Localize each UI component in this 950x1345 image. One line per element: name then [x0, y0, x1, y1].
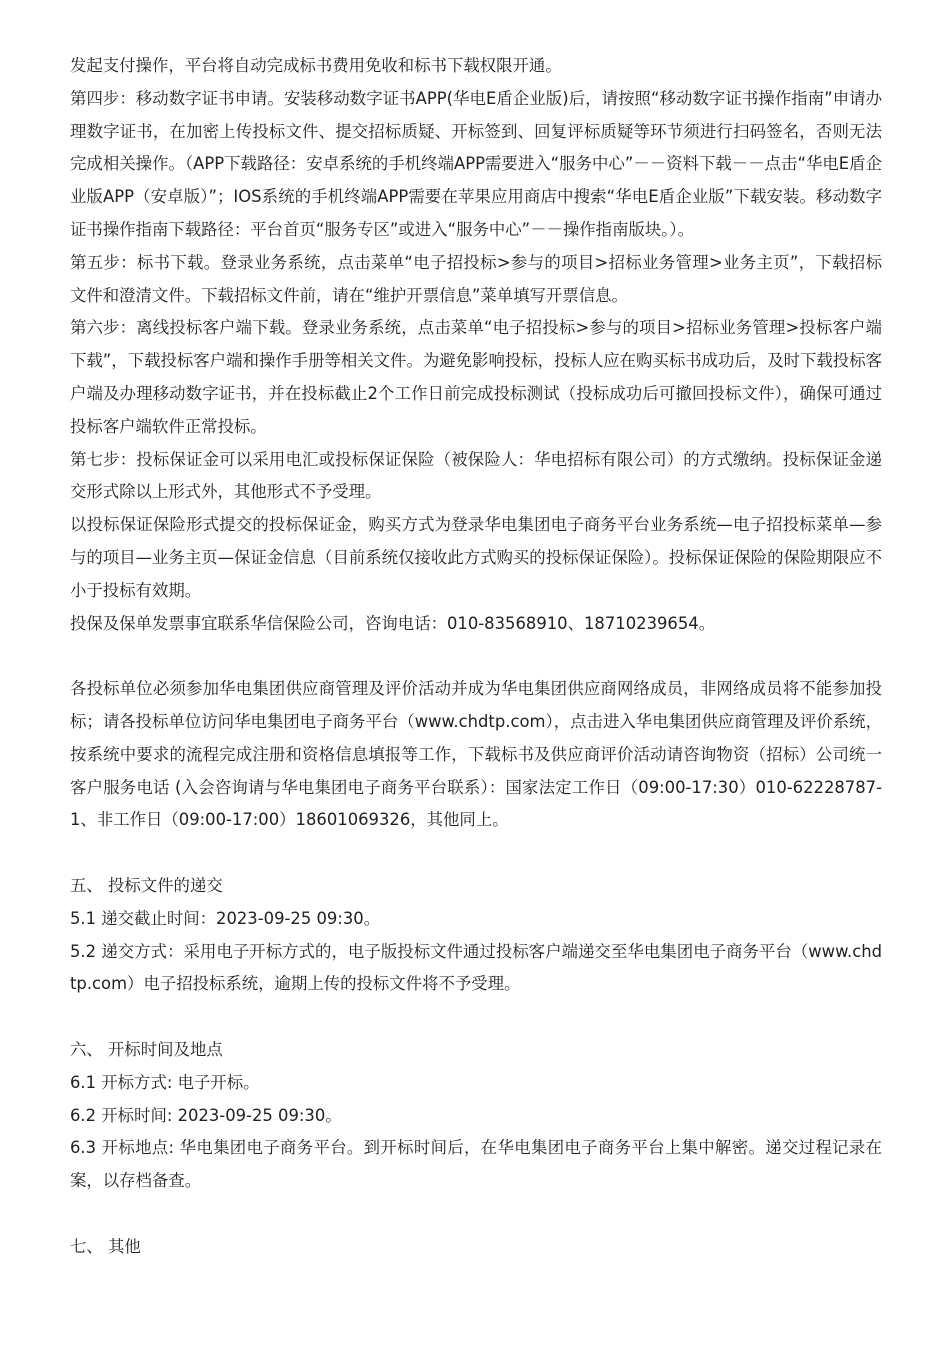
spacer [70, 837, 882, 870]
section-7-title: 七、 其他 [70, 1236, 141, 1256]
section-6-title: 六、 开标时间及地点 [70, 1039, 223, 1059]
spacer [70, 1198, 882, 1231]
section-5-title: 五、 投标文件的递交 [70, 875, 223, 895]
spacer [70, 640, 882, 673]
step-5-paragraph: 第五步：标书下载。登录业务系统，点击菜单“电子招投标>参与的项目>招标业务管理>业务主页”，下载招标文件和澄清文件。下载招标文件前，请在“维护开票信息”菜单填写开票信息。 [70, 252, 882, 305]
section-5-2: 5.2 递交方式：采用电子开标方式的，电子版投标文件通过投标客户端递交至华电集团电子商务平台（www.chdtp.com）电子招投标系统，逾期上传的投标文件将不予受理。 [70, 941, 882, 994]
insurance-contact: 投保及保单发票事宜联系华信保险公司，咨询电话：010-83568910、18710239654。 [70, 613, 716, 633]
section-6-2: 6.2 开标时间: 2023-09-25 09:30。 [70, 1105, 342, 1125]
step-6-paragraph: 第六步：离线投标客户端下载。登录业务系统，点击菜单“电子招投标>参与的项目>招标业务管理>投标客户端下载”，下载投标客户端和操作手册等相关文件。为避免影响投标，投标人应在购买标书成功后，及时下载投标客户端及办理移动数字证书，并在投标截止2个工作日前完成投标测试（投标成功后可撤回投标文件），确保可通过投标客户端软件正常投标。 [70, 318, 882, 436]
section-6-3: 6.3 开标地点: 华电集团电子商务平台。到开标时间后，在华电集团电子商务平台上集中解密。递交过程记录在案，以存档备查。 [70, 1138, 882, 1191]
payment-continuation: 发起支付操作，平台将自动完成标书费用免收和标书下载权限开通。 [70, 56, 562, 75]
step-7-paragraph: 第七步：投标保证金可以采用电汇或投标保证保险（被保险人：华电招标有限公司）的方式缴纳。投标保证金递交形式除以上形式外，其他形式不予受理。 [70, 449, 882, 502]
insurance-paragraph: 以投标保证保险形式提交的投标保证金，购买方式为登录华电集团电子商务平台业务系统—电子招投标菜单—参与的项目—业务主页—保证金信息（目前系统仅接收此方式购买的投标保证保险）。投标保证保险的保险期限应不小于投标有效期。 [70, 515, 882, 600]
document-body [70, 50, 882, 1263]
section-6-1: 6.1 开标方式: 电子开标。 [70, 1072, 260, 1092]
section-5-1: 5.1 递交截止时间：2023-09-25 09:30。 [70, 908, 381, 928]
spacer [70, 1001, 882, 1034]
step-4-paragraph: 第四步：移动数字证书申请。安装移动数字证书APP(华电E盾企业版)后，请按照“移动数字证书操作指南”申请办理数字证书，在加密上传投标文件、提交招标质疑、开标签到、回复评标质疑等环节须进行扫码签名，否则无法完成相关操作。（APP下载路径：安卓系统的手机终端APP需要进入“服务中心”－－资料下载－－点击“华电E盾企业版APP（安卓版）”；IOS系统的手机终端APP需要在苹果应用商店中搜索“华电E盾企业版”下载安装。移动数字证书操作指南下载路径：平台首页“服务专区”或进入“服务中心”－－操作指南版块。）。 [70, 88, 882, 239]
supplier-paragraph: 各投标单位必须参加华电集团供应商管理及评价活动并成为华电集团供应商网络成员，非网络成员将不能参加投标；请各投标单位访问华电集团电子商务平台（www.chdtp.com），点击进入华电集团供应商管理及评价系统，按系统中要求的流程完成注册和资格信息填报等工作，下载标书及供应商评价活动请咨询物资（招标）公司统一客户服务电话 (入会咨询请与华电集团电子商务平台联系）：国家法定工作日（09:00-17:30）010-62228787-1、非工作日（09:00-17:00）18601069326，其他同上。 [70, 679, 882, 830]
